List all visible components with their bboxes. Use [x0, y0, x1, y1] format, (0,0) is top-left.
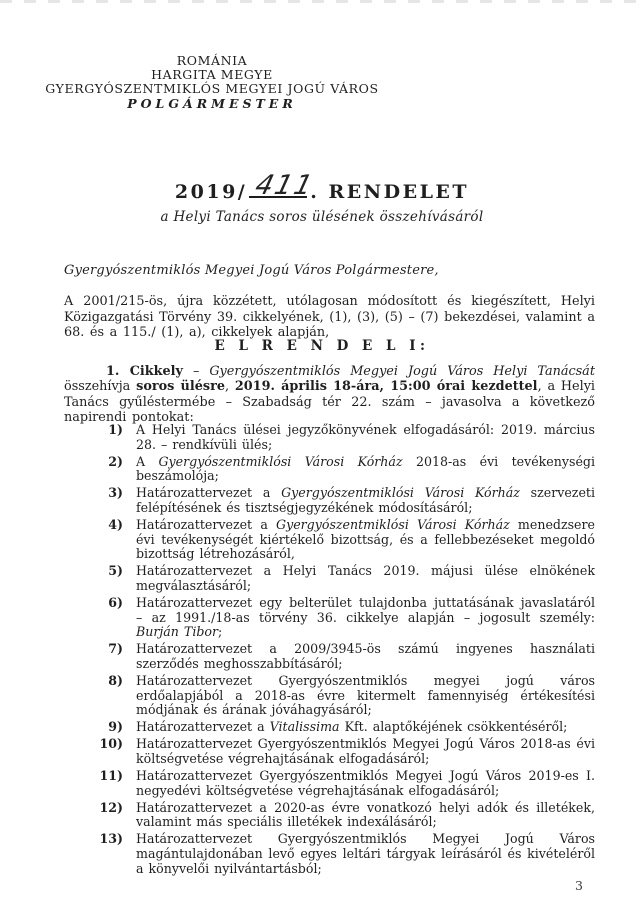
- agenda-item-text: Határozattervezet Gyergyószentmiklós Megyei Jogú Város 2019-es I. negyedévi költségvetése végrehajtásának elfogadásáról;: [136, 768, 595, 798]
- agenda-item: [64, 486, 595, 515]
- agenda-item: [64, 674, 595, 718]
- title-block: [0, 170, 644, 225]
- decree-number-underline: [249, 170, 318, 201]
- letterhead-office: POLGÁRMESTER: [127, 95, 297, 111]
- agenda-item-number: 6): [108, 595, 123, 611]
- agenda-item-number: 11): [99, 768, 123, 784]
- letterhead-country: ROMÁNIA: [176, 53, 248, 68]
- document-title: [0, 170, 644, 203]
- agenda-item-text: Határozattervezet a Helyi Tanács 2019. májusi ülése elnökének megválasztásáról;: [136, 563, 595, 593]
- letterhead: [0, 54, 424, 111]
- title-suffix: . RENDELET: [310, 181, 470, 203]
- agenda-item-number: 10): [99, 736, 123, 752]
- agenda-list: [64, 423, 595, 879]
- title-year-prefix: 2019/: [174, 181, 248, 203]
- agenda-item: [64, 518, 595, 562]
- agenda-item-text: A Helyi Tanács ülései jegyzőkönyvének elfogadásáról: 2019. március 28. – rendkívüli ülés;: [136, 422, 595, 452]
- agenda-item-number: 8): [108, 673, 123, 688]
- letterhead-city: GYERGYÓSZENTMIKLÓS MEGYEI JOGÚ VÁROS: [45, 81, 379, 97]
- agenda-item: [64, 737, 595, 766]
- agenda-item-number: 12): [99, 799, 123, 815]
- agenda-item: [64, 769, 595, 798]
- agenda-item-number: 2): [108, 453, 123, 469]
- agenda-item-number: 3): [108, 485, 123, 501]
- agenda-item: [64, 564, 595, 593]
- agenda-item-text: Határozattervezet a Gyergyószentmiklósi Városi Kórház szervezeti felépítésének és tisztségjegyzékének módosításáról;: [136, 485, 595, 515]
- agenda-item-text: Határozattervezet Gyergyószentmiklós Megyei Jogú Város 2018-as évi költségvetése végrehajtásának elfogadásáról;: [136, 736, 595, 766]
- agenda-item-number: 13): [99, 831, 123, 847]
- agenda-item-text: Határozattervezet a 2009/3945-ös számú ingyenes használati szerződés meghosszabbításáról;: [136, 641, 595, 671]
- handwritten-decree-number: 411: [252, 170, 318, 201]
- page-number: 3: [575, 878, 583, 893]
- agenda-item-number: 5): [108, 563, 123, 579]
- agenda-item-number: 1): [108, 422, 123, 437]
- agenda-item-text: Határozattervezet egy belterület tulajdonba juttatásának javaslatáról – az 1991./18-as törvény 36. cikkelye alapján – jogosult személy: Burján Tibor;: [136, 595, 595, 640]
- agenda-item-number: 7): [108, 641, 123, 657]
- agenda-item: [64, 720, 595, 735]
- agenda-item: [64, 596, 595, 640]
- agenda-item: [64, 801, 595, 830]
- agenda-item-text: Határozattervezet a 2020-as évre vonatkozó helyi adók és illetékek, valamint más speciális illetékek indexálásáról;: [136, 799, 595, 830]
- article-1-paragraph: 1. Cikkely – Gyergyószentmiklós Megyei Jogú Város Helyi Tanácsát összehívja soros ülésre, 2019. április 18-ára, 15:00 órai kezdettel, a Helyi Tanács gyűléstermébe – Szabadság tér 22. szám – javasolva a következő napirendi pontokat:: [64, 364, 596, 425]
- agenda-item-text: Határozattervezet Gyergyószentmiklós megyei jogú város erdőalapjából a 2018-as évre kitermelt famennyiség értékesítési módjának és árának jóváhagyásáról;: [136, 673, 595, 718]
- agenda-item: [64, 642, 595, 671]
- salutation-line: Gyergyószentmiklós Megyei Jogú Város Polgármestere,: [64, 263, 439, 278]
- agenda-item: [64, 455, 595, 484]
- agenda-item-text: A Gyergyószentmiklósi Városi Kórház 2018-as évi tevékenységi beszámolója;: [136, 453, 595, 484]
- agenda-item: [64, 832, 595, 876]
- scan-artifact-top-edge: [0, 0, 644, 3]
- letterhead-county: HARGITA MEGYE: [151, 67, 273, 83]
- document-subtitle: a Helyi Tanács soros ülésének összehívásáról: [160, 209, 484, 225]
- agenda-item-number: 4): [108, 517, 123, 533]
- agenda-item-text: Határozattervezet a Vitalissima Kft. alaptőkéjének csökkentéséről;: [136, 719, 568, 735]
- agenda-item-text: Határozattervezet Gyergyószentmiklós Megyei Jogú Város magántulajdonában levő egyes leltári tárgyak leírásáról és kivételéről a könyvelői nyilvántartásból;: [136, 831, 595, 876]
- agenda-item-number: 9): [108, 719, 123, 735]
- agenda-item: [64, 423, 595, 452]
- legal-basis-paragraph: A 2001/215-ös, újra közzétett, utólagosan módosított és kiegészített, Helyi Közigazgatási Törvény 39. cikkelyének, (1), (3), (5) – (7) bekezdései, valamint a 68. és a 115./ (1), a), cikkelyek alapján,: [64, 294, 595, 340]
- decree-heading: E L R E N D E L I:: [214, 338, 430, 354]
- agenda-item-text: Határozattervezet a Gyergyószentmiklósi Városi Kórház menedzsere évi tevékenységét kiértékelő bizottság, és a fellebbezéseket megoldó bizottság létrehozásáról,: [136, 517, 595, 562]
